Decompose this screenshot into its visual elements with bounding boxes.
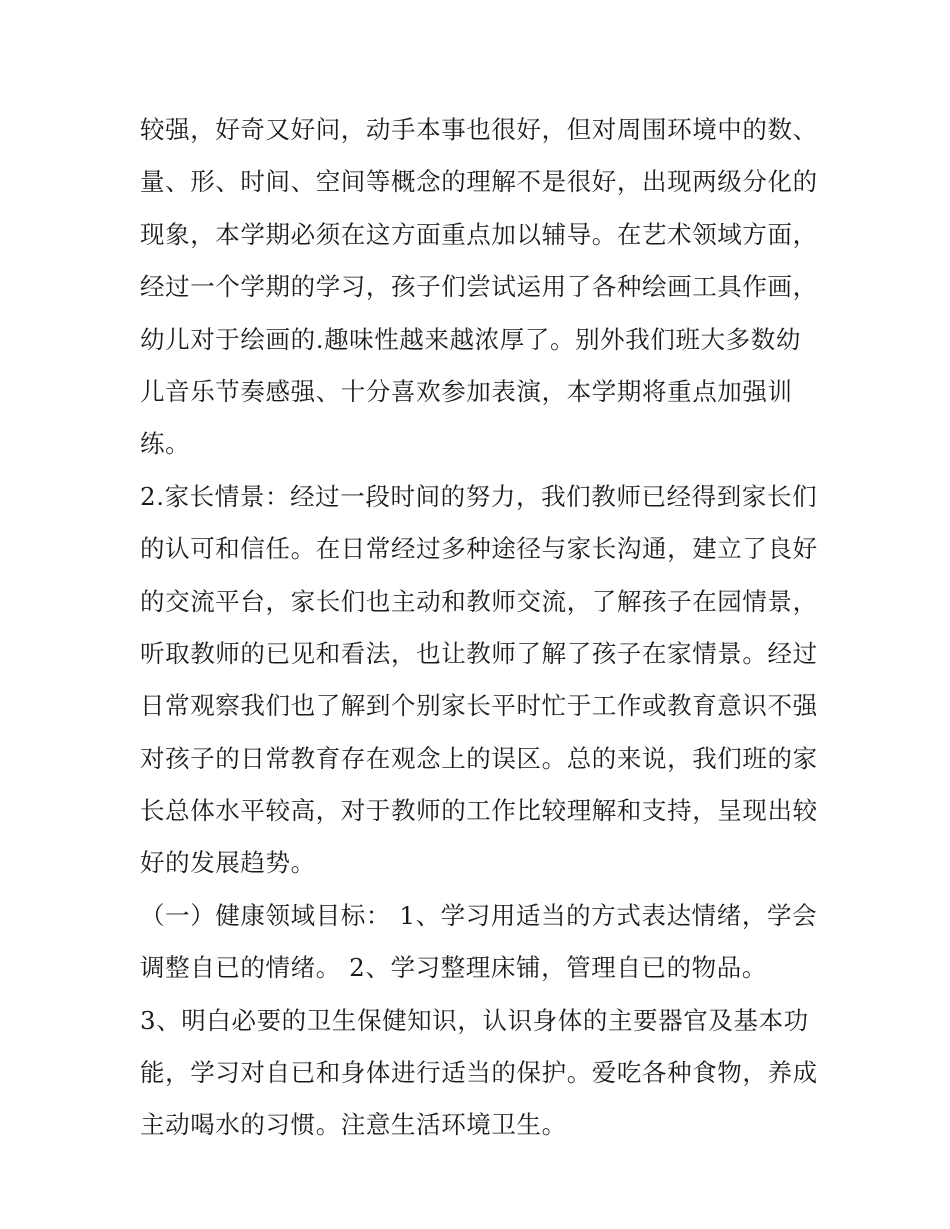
text-line: 幼儿对于绘画的.趣味性越来越浓厚了。别外我们班大多数幼 bbox=[140, 324, 801, 354]
text-line: 儿音乐节奏感强、十分喜欢参加表演，本学期将重点加强训 bbox=[140, 376, 793, 406]
text-line: 3、明白必要的卫生保健知识，认识身体的主要器官及基本功 bbox=[140, 1005, 809, 1035]
text-line: 的认可和信任。在日常经过多种途径与家长沟通，建立了良好 bbox=[140, 534, 818, 564]
text-line: （一）健康领域目标： 1、学习用适当的方式表达情绪，学会 bbox=[140, 900, 818, 930]
text-line: 量、形、时间、空间等概念的理解不是很好，出现两级分化的 bbox=[140, 167, 818, 197]
text-line: 好的发展趋势。 bbox=[140, 848, 316, 878]
text-line: 现象，本学期必须在这方面重点加以辅导。在艺术领域方面， bbox=[140, 219, 818, 249]
text-line: 的交流平台，家长们也主动和教师交流，了解孩子在园情景， bbox=[140, 586, 818, 616]
text-line: 练。 bbox=[140, 429, 191, 459]
text-line: 调整自已的情绪。 2、学习整理床铺，管理自已的物品。 bbox=[140, 953, 767, 983]
text-line: 主动喝水的习惯。注意生活环境卫生。 bbox=[140, 1110, 567, 1140]
text-line: 长总体水平较高，对于教师的工作比较理解和支持，呈现出较 bbox=[140, 796, 818, 826]
document-body bbox=[140, 104, 830, 1152]
text-line: 听取教师的已见和看法，也让教师了解了孩子在家情景。经过 bbox=[140, 638, 818, 668]
text-line: 2.家长情景：经过一段时间的努力，我们教师已经得到家长们 bbox=[140, 481, 818, 511]
text-line: 较强，好奇又好问，动手本事也很好，但对周围环境中的数、 bbox=[140, 115, 818, 144]
text-line: 日常观察我们也了解到个别家长平时忙于工作或教育意识不强 bbox=[140, 691, 818, 721]
text-line: 对孩子的日常教育存在观念上的误区。总的来说，我们班的家 bbox=[140, 743, 818, 773]
text-line: 能，学习对自已和身体进行适当的保护。爱吃各种食物，养成 bbox=[140, 1058, 818, 1088]
text-line: 经过一个学期的学习，孩子们尝试运用了各种绘画工具作画， bbox=[140, 272, 818, 302]
